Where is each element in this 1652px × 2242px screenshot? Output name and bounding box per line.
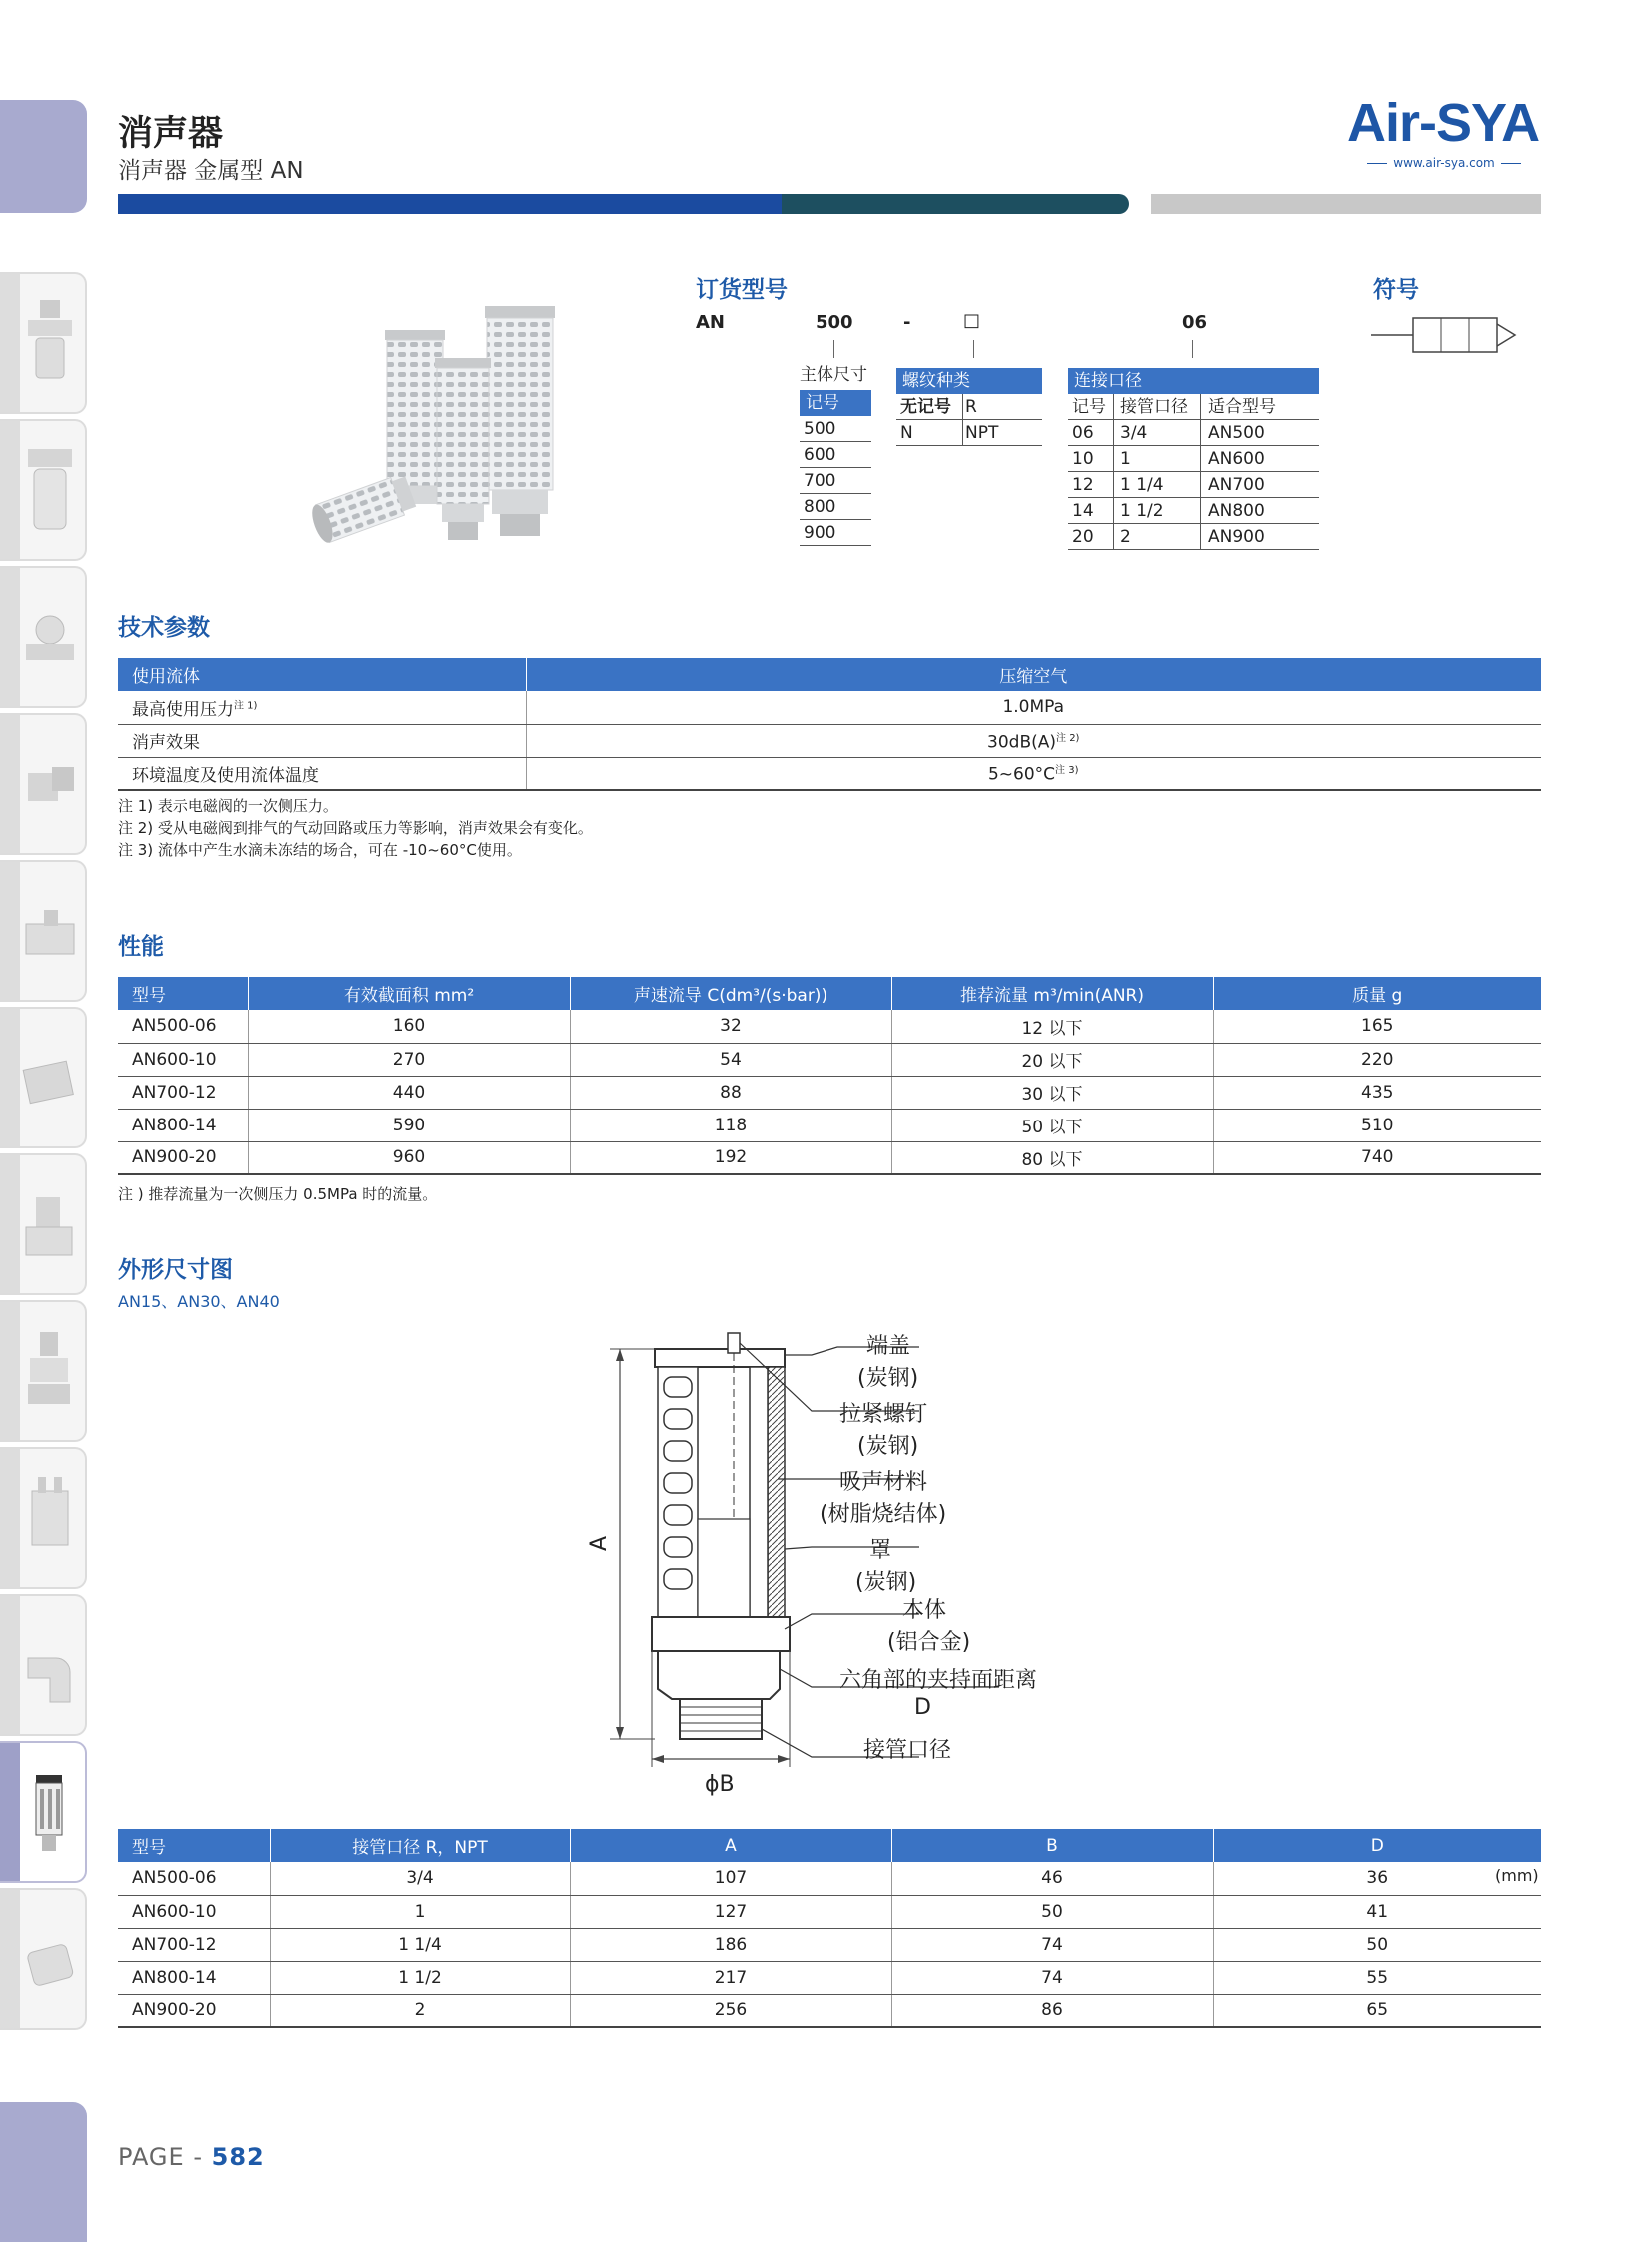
dimensions-title: 外形尺寸图: [118, 1257, 233, 1283]
dim-b-label: ϕB: [705, 1772, 735, 1797]
specs-head-value: 压缩空气: [526, 658, 1541, 691]
elbow-icon: [22, 1618, 78, 1718]
callout-hex-width: 六角部的夹持面距离: [839, 1668, 1038, 1693]
performance-table: 型号 有效截面积 mm² 声速流导 C(dm³/(s·bar)) 推荐流量 m³/min(ANR) 质量 g AN500-06 160 32 12 以下 165 AN600-10 270 54 20 以下 220 AN700-12 440 88 30 以下 435 AN800-14 590 118 50 以下 510 AN900-20 960 192 80 以下 740: [118, 977, 1541, 1175]
page-subtitle: 消声器 金属型 AN: [118, 158, 304, 184]
header-bar-blue: [118, 194, 782, 214]
unit-label: (mm): [1495, 1866, 1539, 1885]
specs-title: 技术参数: [118, 615, 210, 641]
specs-table: [118, 658, 1541, 791]
callout-body-material: (铝合金): [887, 1630, 971, 1655]
performance-title: 性能: [118, 934, 164, 960]
specs-label: 环境温度及使用流体温度: [118, 757, 526, 790]
port-row: 20 2 AN900: [1068, 524, 1319, 550]
body-size-head: 记号: [800, 390, 871, 416]
code-part-port: 06: [1182, 312, 1208, 333]
callout-cover-material: (炭钢): [855, 1570, 917, 1595]
silencer-symbol-icon: [1371, 310, 1521, 360]
brand-logo[interactable]: [1347, 93, 1541, 170]
side-tab-manifold[interactable]: [0, 1300, 87, 1442]
body-size-label: 主体尺寸: [800, 365, 867, 385]
side-tab-filter[interactable]: [0, 419, 87, 561]
side-tab-solenoid[interactable]: [0, 1007, 87, 1148]
filter-regulator-icon: [22, 296, 78, 396]
specs-value: 1.0MPa: [526, 691, 1541, 724]
specs-label: 消声效果: [118, 724, 526, 757]
port-row: 12 1 1/4 AN700: [1068, 472, 1319, 498]
callout-tie-screw-material: (炭钢): [857, 1434, 919, 1459]
cylinder-valve-icon: [22, 1177, 78, 1277]
side-tab-top: [0, 100, 87, 213]
port-columns: 记号 接管口径 适合型号: [1068, 394, 1319, 420]
port-row: 06 3/4 AN500: [1068, 420, 1319, 446]
header-bar-teal: [782, 194, 1129, 214]
gauge-icon: [22, 590, 78, 690]
side-tab-fitting-block[interactable]: [0, 1447, 87, 1589]
side-tab-filter-regulator[interactable]: [0, 272, 87, 414]
brand-url: www.air-sya.com: [1347, 156, 1541, 170]
solenoid-icon: [22, 1031, 78, 1130]
table-row: AN800-14 590 118 50 以下 510: [118, 1109, 1541, 1141]
thread-type-head: 螺纹种类: [896, 368, 1042, 394]
side-tab-gauge[interactable]: [0, 566, 87, 708]
side-tab-silencer[interactable]: [0, 1741, 87, 1883]
port-row: 10 1 AN600: [1068, 446, 1319, 472]
body-size-item: 500: [800, 416, 871, 442]
table-row: AN700-12 440 88 30 以下 435: [118, 1076, 1541, 1109]
thread-type-row: 无记号 R: [896, 394, 1042, 420]
filter-icon: [22, 443, 78, 543]
body-size-item: 800: [800, 494, 871, 520]
callout-tie-screw: 拉紧螺钉: [839, 1402, 928, 1427]
page-title: 消声器: [118, 114, 224, 154]
dim-a-label: A: [587, 1535, 612, 1551]
code-part-size: 500: [816, 312, 853, 333]
pressure-switch-icon: [22, 1912, 78, 2012]
body-size-item: 600: [800, 442, 871, 468]
dimensions-table: 型号 接管口径 R，NPT A B D AN500-06 3/4 107 46 36 AN600-10 1 127 50 41 AN700-12 1 1/4 186 74 50 AN800-14 1 1/2 217 74 55 AN900-20 2 256 86 65: [118, 1829, 1541, 2028]
table-row: AN800-14 1 1/2 217 74 55: [118, 1961, 1541, 1994]
silencer-icon: [22, 1765, 78, 1865]
port-row: 14 1 1/2 AN800: [1068, 498, 1319, 524]
specs-label: 最高使用压力$^{注 1)}$: [118, 691, 526, 724]
body-size-item: 900: [800, 520, 871, 546]
page-number: PAGE - 582: [118, 2143, 265, 2171]
callout-absorber: 吸声材料: [839, 1470, 928, 1495]
port-head: 连接口径: [1068, 368, 1319, 394]
switch-icon: [22, 884, 78, 984]
dimensions-subtitle: AN15、AN30、AN40: [118, 1292, 280, 1311]
table-row: AN600-10 270 54 20 以下 220: [118, 1043, 1541, 1076]
side-tab-pressure-switch[interactable]: [0, 1888, 87, 2030]
callout-absorber-material: (树脂烧结体): [820, 1502, 947, 1527]
manifold-icon: [22, 1324, 78, 1424]
dimension-drawing: [580, 1329, 1079, 1809]
specs-notes: 注 1) 表示电磁阀的一次侧压力。 注 2) 受从电磁阀到排气的气动回路或压力等影响，消声效果会有变化。 注 3) 流体中产生水滴未冻结的场合，可在 -10~60°C使用。: [118, 797, 593, 859]
table-row: AN500-06 3/4 107 46 36: [118, 1862, 1541, 1895]
callout-end-cap: 端盖: [866, 1334, 911, 1359]
thread-type-row: N NPT: [896, 420, 1042, 446]
table-row: AN700-12 1 1/4 186 74 50: [118, 1928, 1541, 1961]
side-tab-valve[interactable]: [0, 713, 87, 855]
table-row: AN500-06 160 32 12 以下 165: [118, 1010, 1541, 1043]
callout-cover: 罩: [869, 1538, 892, 1563]
side-tab-elbow[interactable]: [0, 1594, 87, 1736]
specs-value: $5\sim 60^\circ C^{注 3)}$: [526, 757, 1541, 790]
callout-port-size: 接管口径: [863, 1738, 952, 1763]
table-row: AN900-20 2 256 86 65: [118, 1994, 1541, 2027]
specs-value: $30dB(A)^{注 2)}$: [526, 724, 1541, 757]
product-photo: [300, 300, 570, 560]
code-part-thread: □: [963, 310, 981, 331]
order-code-title: 订货型号: [696, 277, 788, 303]
fitting-block-icon: [22, 1471, 78, 1571]
body-size-item: 700: [800, 468, 871, 494]
table-row: AN900-20 960 192 80 以下 740: [118, 1141, 1541, 1174]
specs-head-label: 使用流体: [118, 658, 526, 691]
table-row: AN600-10 1 127 50 41: [118, 1895, 1541, 1928]
performance-note: 注 ) 推荐流量为一次侧压力 0.5MPa 时的流量。: [118, 1185, 438, 1203]
side-tab-bottom: [0, 2102, 87, 2242]
code-part-series: AN: [696, 312, 725, 333]
valve-icon: [22, 737, 78, 837]
header-bar-grey: [1151, 194, 1541, 214]
callout-body: 本体: [902, 1598, 947, 1623]
brand-name: Air-SYA: [1347, 93, 1540, 153]
side-tab-switch[interactable]: [0, 860, 87, 1002]
side-tab-cylinder-valve[interactable]: [0, 1153, 87, 1295]
callout-hex-d: D: [914, 1695, 931, 1720]
callout-end-cap-material: (炭钢): [857, 1366, 919, 1391]
code-part-dash: -: [903, 312, 911, 333]
symbol-title: 符号: [1373, 277, 1419, 303]
